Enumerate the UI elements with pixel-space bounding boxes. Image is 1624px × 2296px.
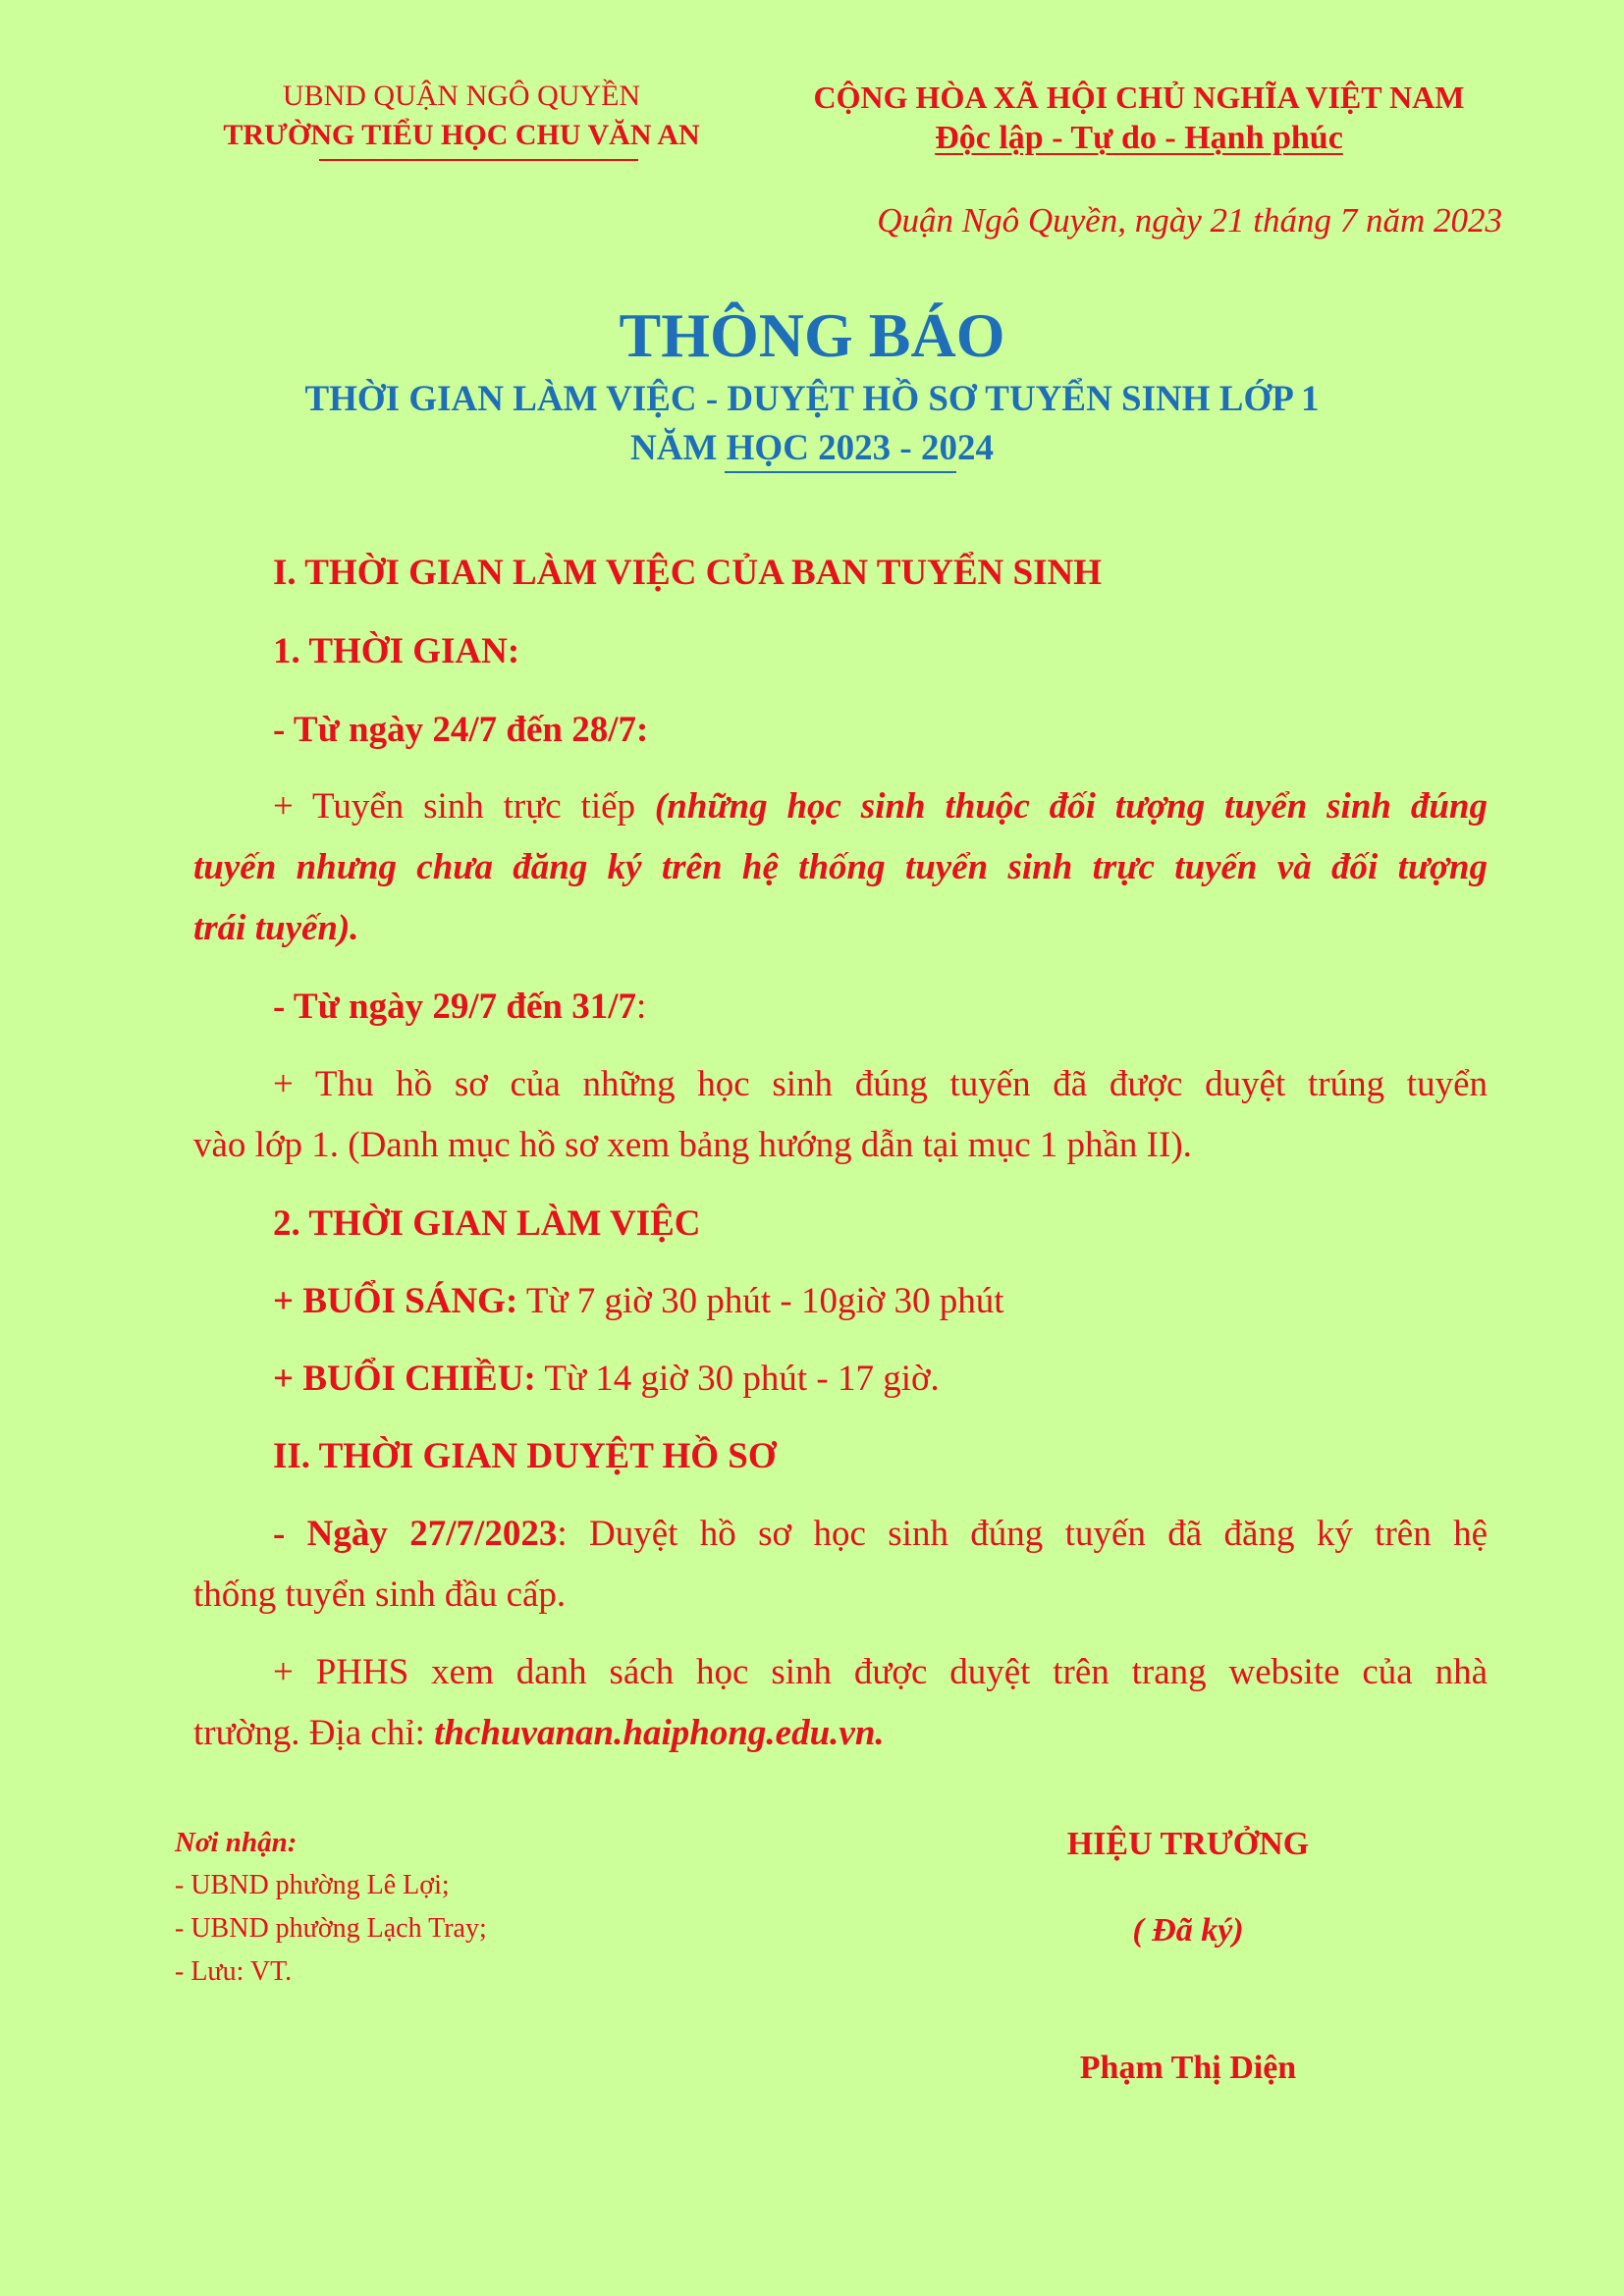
country-name: CỘNG HÒA XÃ HỘI CHỦ NGHĨA VIỆT NAM <box>813 80 1465 115</box>
recipient-item: - Lưu: VT. <box>175 1956 293 1987</box>
recipient-item: - UBND phường Lạch Tray; <box>175 1913 487 1944</box>
period-1-item-line-2: tuyến nhưng chưa đăng ký trên hệ thống tuyển sinh trực tuyến và đối tượng <box>193 847 1488 887</box>
website-link[interactable]: thchuvanan.haiphong.edu.vn. <box>434 1713 885 1753</box>
document-subtitle <box>98 375 1526 473</box>
signer-title: HIỆU TRƯỞNG <box>1066 1826 1310 1862</box>
section-1-heading: I. THỜI GIAN LÀM VIỆC CỦA BAN TUYỂN SINH <box>273 553 1102 593</box>
recipients-heading: Nơi nhận: <box>175 1827 298 1858</box>
issuer-school: TRƯỜNG TIỂU HỌC CHU VĂN AN <box>223 119 700 151</box>
recipients-block <box>175 1821 862 1994</box>
parents-note-line-2: trường. Địa chỉ: thchuvanan.haiphong.edu.vn. <box>193 1713 885 1753</box>
subtitle-line-1: THỜI GIAN LÀM VIỆC - DUYỆT HỒ SƠ TUYỂN SINH LỚP 1 <box>304 379 1320 419</box>
period-1-item-prefix: + Tuyển sinh trực tiếp <box>273 786 655 827</box>
section-1-sub-2: 2. THỜI GIAN LÀM VIỆC <box>273 1203 701 1244</box>
issuer-block <box>187 77 736 155</box>
period-1-item-line-1 <box>273 785 1488 828</box>
section-2-heading: II. THỜI GIAN DUYỆT HỒ SƠ <box>273 1436 777 1476</box>
section-1-sub-1: 1. THỜI GIAN: <box>273 631 520 671</box>
issuer-district: UBND QUẬN NGÔ QUYỀN <box>282 80 641 112</box>
period-1-item-detail-1: (những học sinh thuộc đối tượng tuyển sinh đúng <box>654 786 1488 827</box>
issuer-underline <box>319 159 638 161</box>
national-motto-block <box>785 77 1492 159</box>
subtitle-underline <box>725 471 956 473</box>
period-1-label: - Từ ngày 24/7 đến 28/7: <box>273 710 649 750</box>
signed-note: ( Đã ký) <box>1132 1912 1244 1949</box>
subtitle-line-2: NĂM HỌC 2023 - 2024 <box>630 428 994 468</box>
recipient-item: - UBND phường Lê Lợi; <box>175 1870 450 1900</box>
period-2-label: - Từ ngày 29/7 đến 31/7: <box>273 987 647 1027</box>
period-2-item-line-1: + Thu hồ sơ của những học sinh đúng tuyến đã được duyệt trúng tuyển <box>273 1064 1488 1104</box>
parents-note-line-1: + PHHS xem danh sách học sinh được duyệt trên trang website của nhà <box>273 1652 1488 1692</box>
period-2-item-line-2: vào lớp 1. (Danh mục hồ sơ xem bảng hướng dẫn tại mục 1 phần II). <box>193 1125 1192 1165</box>
period-1-item-line-3: trái tuyến). <box>193 908 359 948</box>
signer-name: Phạm Thị Diện <box>1079 2050 1297 2086</box>
review-day-line-2: thống tuyển sinh đầu cấp. <box>193 1575 567 1615</box>
review-day-line-1: - Ngày 27/7/2023: Duyệt hồ sơ học sinh đúng tuyến đã đăng ký trên hệ <box>273 1514 1488 1554</box>
date-line: Quận Ngô Quyền, ngày 21 tháng 7 năm 2023 <box>877 201 1502 240</box>
morning-hours: + BUỔI SÁNG: Từ 7 giờ 30 phút - 10giờ 30 phút <box>273 1281 1004 1321</box>
document-title: THÔNG BÁO <box>619 300 1005 370</box>
afternoon-hours: + BUỔI CHIỀU: Từ 14 giờ 30 phút - 17 giờ. <box>273 1359 940 1399</box>
motto: Độc lập - Tự do - Hạnh phúc <box>935 120 1343 156</box>
